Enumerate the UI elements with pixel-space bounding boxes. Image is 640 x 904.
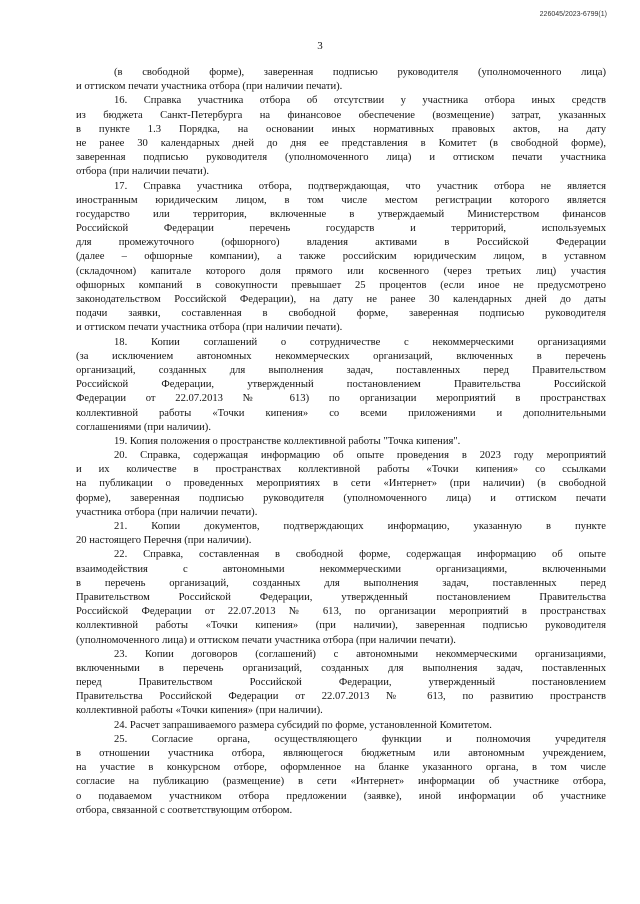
text-line: и их количестве в пространствах коллективной работы «Точки кипения» со ссылками [76,464,606,476]
text-line: 17. Справка участника отбора, подтверждающая, что участник отбора не является [114,180,606,192]
paragraph [76,336,606,435]
text-line: соглашениями (при наличии). [76,421,211,433]
document-id: 226045/2023-6799(1) [539,11,607,18]
paragraph [76,733,606,818]
text-line: (уполномоченного лица) и оттиском печати участника отбора (при наличии печати). [76,634,456,646]
paragraph [76,435,606,449]
text-line: Правительством Российской Федерации, утвержденный постановлением Правительства [76,591,606,603]
text-line: участника отбора (при наличии печати). [76,506,258,518]
text-line: заверенная подписью руководителя (уполномоченного лица) и оттиском печати участника [76,152,606,164]
text-line: офшорных компаний в совокупности превышает 25 процентов (если иное не предусмотрено [76,279,606,291]
text-line: отбора, связанной с соответствующим отбором. [76,804,293,816]
text-line: 16. Справка участника отбора об отсутствии у участника отбора иных средств [114,95,606,107]
text-line: иностранным юридическим лицом, в том числе местом регистрации которого является [76,194,606,206]
text-line: Правительства Российской Федерации от 22.07.2013 № 613, по развитию пространств [76,691,606,703]
text-line: и оттиском печати участника отбора (при наличии печати). [76,322,343,334]
text-line: в перечень организаций, созданных для выполнения задач, поставленных перед [76,577,606,589]
text-line: коллективной работы «Точки кипения» (при наличии), заверенная подписью руководителя [76,620,606,632]
paragraph [76,648,606,719]
text-line: (за исключением автономных некоммерческих организаций, включенных в перечень [76,350,606,362]
page-number: 3 [317,40,323,52]
paragraph [76,449,606,520]
text-line: о подаваемом участником отбора предложении (заявке), иной информации об участнике [76,790,606,802]
paragraph [76,520,606,548]
text-line: Российской Федерации от 22.07.2013 № 613, по организации мероприятий в пространствах [76,606,606,618]
text-line: форме), заверенная подписью руководителя (уполномоченного лица) и оттиском печати [76,492,606,504]
text-line: 19. Копия положения о пространстве коллективной работы "Точка кипения". [114,435,461,447]
text-line: 23. Копии договоров (соглашений) с автономными некоммерческими организациями, [114,648,606,660]
paragraph [76,94,606,179]
paragraph [76,180,606,336]
text-line: на публикации о проведенных мероприятиях в сети «Интернет» (при наличии) (в свободной [76,478,606,490]
text-line: (складочном) капитале которого доля прямого или косвенного (через третьих лиц) участия [76,265,606,277]
text-line: отбора (при наличии печати). [76,166,210,178]
text-line: 24. Расчет запрашиваемого размера субсидий по форме, установленной Комитетом. [114,719,492,731]
text-line: в пункте 1.3 Порядка, на основании иных нормативных правовых актов, на дату [76,123,606,135]
text-line: 22. Справка, составленная в свободной форме, содержащая информацию об опыте [114,549,606,561]
paragraph [76,548,606,647]
text-line: 20. Справка, содержащая информацию об опыте проведения в 2023 году мероприятий [114,450,606,462]
text-line: 20 настоящего Перечня (при наличии). [76,535,252,547]
text-line: коллективной работы «Точки кипения» со всеми приложениями и дополнительными [76,407,606,419]
text-line: Российской Федерации перечень государств и территорий, используемых [76,223,606,235]
text-line: перед Правительством Российской Федерации, утвержденный постановлением [76,677,606,689]
text-line: 21. Копии документов, подтверждающих информацию, указанную в пункте [114,521,606,532]
text-line: согласие на публикацию (размещение) в сети «Интернет» информации об участнике отбора, [76,776,606,788]
text-line: на участие в конкурсном отборе, оформленное на бланке указанного органа, в том числе [76,762,606,774]
text-line: 25. Согласие органа, осуществляющего функции и полномочия учредителя [114,733,606,745]
text-line: 18. Копии соглашений о сотрудничестве с некоммерческими организациями [114,336,606,348]
text-line: из бюджета Санкт-Петербурга на финансовое обеспечение (возмещение) затрат, указанных [76,109,606,121]
paragraph [76,719,606,733]
text-line: и оттиском печати участника отбора (при наличии печати). [76,81,343,93]
text-line: государство или территория, включенные в утверждаемый Министерством финансов [76,208,606,220]
text-line: коллективной работы «Точки кипения» (при наличии). [76,705,323,717]
text-line: (в свободной форме), заверенная подписью руководителя (уполномоченного лица) [114,67,606,78]
text-line: Федерации от 22.07.2013 № 613) по организации мероприятий в пространствах [76,393,606,405]
text-line: Российской Федерации, утвержденный постановлением Правительства Российской [76,379,606,391]
text-line: включенными в перечень организаций, созданных для выполнения задач, поставленных [76,662,606,674]
document-body [76,66,606,818]
text-line: подачи заявки, составленная в свободной форме, заверенная подписью руководителя [76,308,606,320]
paragraph [76,66,606,94]
text-line: организаций, созданных для выполнения задач, поставленных перед Правительством [76,364,606,376]
text-line: взаимодействия с автономными некоммерческими организациями, включенными [76,563,606,575]
text-line: законодательством Российской Федерации), на дату не ранее 30 календарных дней до даты [76,294,606,305]
text-line: не ранее 30 календарных дней до дня ее представления в Комитет (в свободной форме), [76,137,606,149]
text-line: для промежуточного (офшорного) владения активами в Российской Федерации [76,237,606,249]
text-line: в отношении участника отбора, являющегося бюджетным или автономным учреждением, [76,748,606,759]
text-line: (далее – офшорные компании), а также российским юридическим лицом, в уставном [76,251,606,263]
